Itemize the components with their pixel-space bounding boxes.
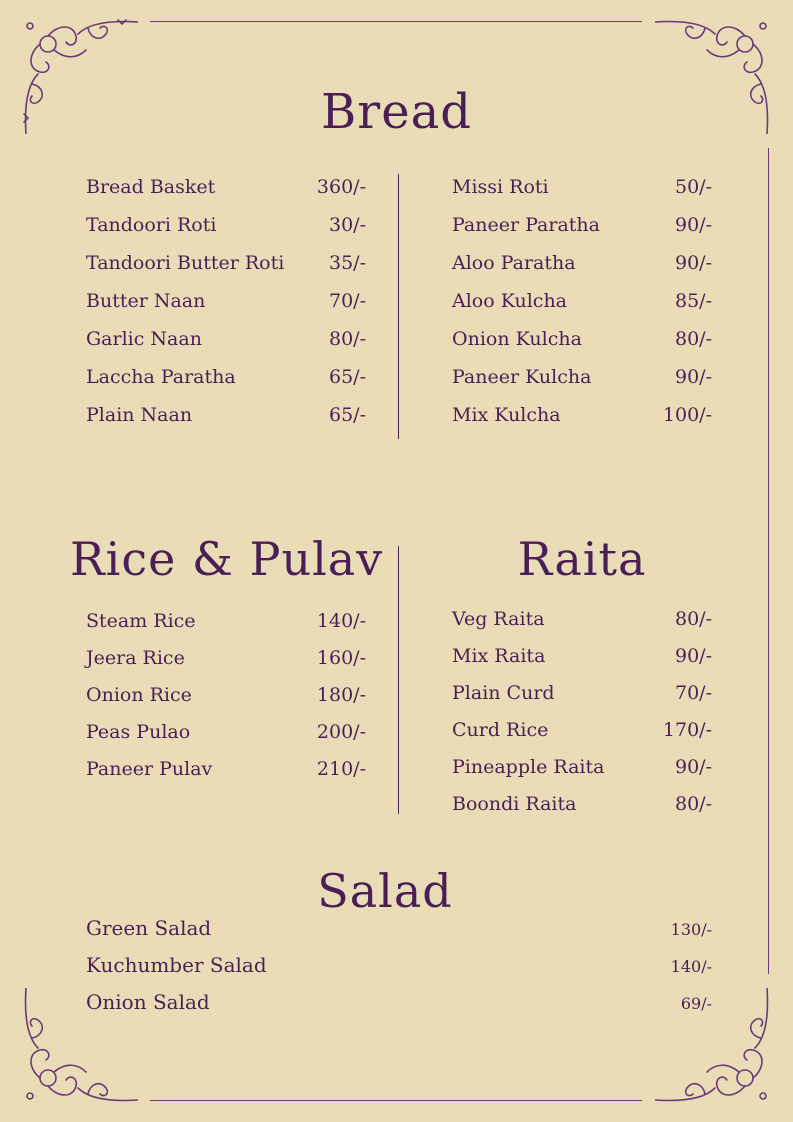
menu-item (452, 366, 712, 388)
menu-item (86, 366, 366, 388)
menu-item-price: 85/- (675, 290, 712, 312)
menu-item-price: 140/- (670, 957, 712, 976)
menu-item-price: 80/- (329, 328, 366, 350)
menu-item (86, 290, 366, 312)
menu-item (452, 290, 712, 312)
menu-item (452, 328, 712, 350)
menu-item-price: 170/- (662, 719, 712, 741)
menu-item-price: 130/- (670, 920, 712, 939)
menu-item-name: Garlic Naan (86, 328, 202, 350)
menu-item-name: Kuchumber Salad (86, 953, 267, 977)
menu-item-name: Veg Raita (452, 608, 545, 630)
menu-item-name: Plain Naan (86, 404, 193, 426)
frame-bottom-line (150, 1100, 642, 1101)
menu-item-name: Bread Basket (86, 176, 216, 198)
menu-item-name: Plain Curd (452, 682, 555, 704)
menu-item (86, 684, 366, 706)
menu-item-name: Aloo Kulcha (452, 290, 568, 312)
salad-section-title: Salad (317, 864, 453, 918)
menu-item-price: 90/- (675, 214, 712, 236)
menu-item-price: 50/- (675, 176, 712, 198)
menu-item (86, 214, 366, 236)
menu-item (452, 756, 712, 778)
bread-section-title: Bread (321, 84, 472, 140)
menu-item-price: 160/- (316, 647, 366, 669)
rice-section-title: Rice & Pulav (70, 532, 384, 586)
menu-item (452, 682, 712, 704)
rice-raita-divider (398, 546, 399, 814)
menu-item-name: Jeera Rice (86, 647, 185, 669)
frame-top-line (150, 21, 642, 22)
menu-item-price: 90/- (675, 756, 712, 778)
menu-item (452, 719, 712, 741)
menu-item (452, 793, 712, 815)
menu-item-price: 90/- (675, 366, 712, 388)
menu-item-price: 30/- (329, 214, 366, 236)
menu-item (86, 758, 366, 780)
menu-item-name: Green Salad (86, 916, 212, 940)
frame-right-line (768, 148, 769, 974)
menu-item-price: 35/- (329, 252, 366, 274)
bread-divider (398, 174, 399, 439)
menu-item-price: 200/- (316, 721, 366, 743)
menu-item (86, 176, 366, 198)
menu-item-price: 100/- (662, 404, 712, 426)
menu-item-name: Paneer Kulcha (452, 366, 592, 388)
menu-item-price: 210/- (316, 758, 366, 780)
menu-item-name: Tandoori Roti (86, 214, 217, 236)
menu-item-name: Tandoori Butter Roti (86, 252, 285, 274)
menu-item-name: Steam Rice (86, 610, 196, 632)
menu-item-name: Paneer Pulav (86, 758, 213, 780)
menu-item-name: Mix Raita (452, 645, 546, 667)
menu-item (452, 176, 712, 198)
menu-item-price: 80/- (675, 328, 712, 350)
menu-item-price: 360/- (316, 176, 366, 198)
menu-item (452, 645, 712, 667)
menu-item-name: Onion Rice (86, 684, 192, 706)
menu-item (452, 404, 712, 426)
menu-item-name: Paneer Paratha (452, 214, 600, 236)
menu-item-price: 80/- (675, 793, 712, 815)
menu-item (86, 953, 712, 977)
menu-item-price: 65/- (329, 404, 366, 426)
menu-item-price: 180/- (316, 684, 366, 706)
menu-item (452, 252, 712, 274)
menu-item-price: 65/- (329, 366, 366, 388)
menu-item-name: Missi Roti (452, 176, 549, 198)
menu-item (86, 916, 712, 940)
menu-item (86, 252, 366, 274)
menu-item-price: 140/- (316, 610, 366, 632)
menu-item-price: 69/- (680, 994, 712, 1013)
menu-item-name: Boondi Raita (452, 793, 577, 815)
menu-item (86, 404, 366, 426)
menu-item-name: Onion Kulcha (452, 328, 582, 350)
menu-item-price: 70/- (329, 290, 366, 312)
menu-item-name: Curd Rice (452, 719, 549, 741)
menu-item-price: 90/- (675, 252, 712, 274)
menu-item (86, 990, 712, 1014)
menu-item-name: Pineapple Raita (452, 756, 605, 778)
menu-item-price: 80/- (675, 608, 712, 630)
menu-item (452, 608, 712, 630)
menu-item (86, 647, 366, 669)
menu-item-price: 70/- (675, 682, 712, 704)
menu-item-name: Laccha Paratha (86, 366, 236, 388)
menu-item-name: Peas Pulao (86, 721, 191, 743)
menu-item (86, 610, 366, 632)
raita-section-title: Raita (517, 532, 647, 586)
menu-item-name: Aloo Paratha (452, 252, 576, 274)
menu-item-name: Onion Salad (86, 990, 210, 1014)
menu-item (452, 214, 712, 236)
menu-item (86, 328, 366, 350)
menu-item-price: 90/- (675, 645, 712, 667)
menu-item-name: Mix Kulcha (452, 404, 561, 426)
menu-item-name: Butter Naan (86, 290, 206, 312)
menu-item (86, 721, 366, 743)
